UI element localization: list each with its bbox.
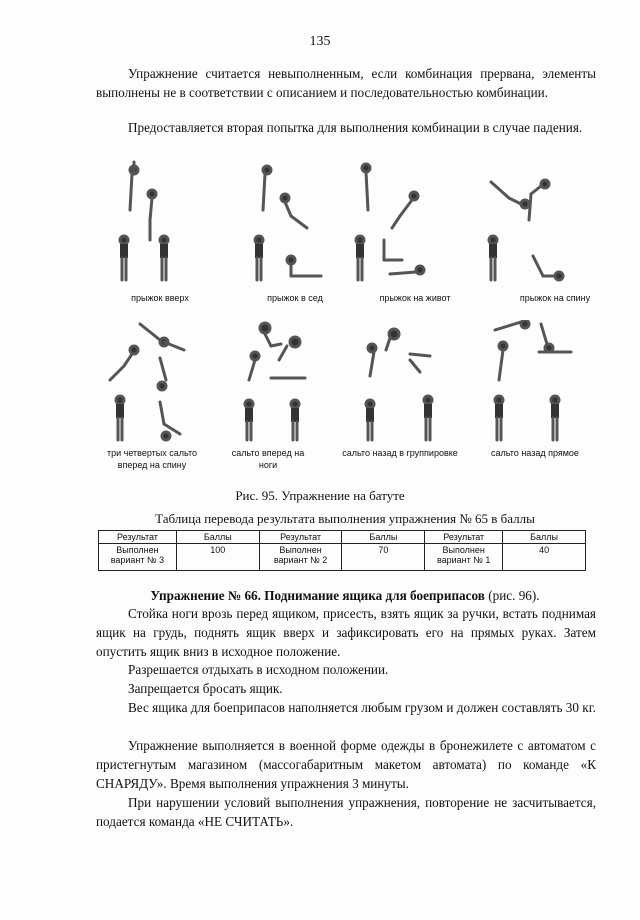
exercise-heading [80, 586, 610, 605]
caption-back-straight-salto: сальто назад прямое [491, 448, 579, 458]
table-header-cell: Баллы [503, 531, 586, 544]
intro-paragraph-1: Упражнение считается невыполненным, если комбинация прервана, элементы выполнены не в соответствии с описанием и последовательностью комбинации. [96, 66, 596, 100]
table-cell: Выполнен вариант № 2 [259, 544, 342, 571]
table-header-cell: Результат [259, 531, 342, 544]
exercise-paragraph-5: Упражнение выполняется в военной форме одежды в бронежилете с автоматом с пристегнутым магазином (массогабаритным макетом автомата) по команде «К СНАРЯДУ». Время выполнения упражнения 3 минуты. [96, 738, 596, 791]
page-number: 135 [309, 34, 331, 49]
table-title: Таблица перевода результата выполнения упражнения № 65 в баллы [155, 511, 535, 526]
table-cell: 40 [503, 544, 586, 571]
front-salto-illustration [235, 320, 355, 450]
caption-three-quarter-salto: три четвертых сальто вперед на спину [106, 448, 198, 470]
score-conversion-table [98, 530, 586, 571]
jump-up-illustration [100, 160, 220, 290]
trampoline-figure [100, 160, 590, 480]
exercise-paragraph-1: Стойка ноги врозь перед ящиком, присесть, взять ящик за ручки, встать поднимая ящик на грудь, поднять ящик вверх и зафиксировать его на прямых руках. Затем опустить ящик вниз в исходное положение. [96, 606, 596, 659]
table-row [99, 544, 586, 571]
three-quarter-salto-illustration [100, 320, 220, 450]
table-cell: Выполнен вариант № 3 [99, 544, 177, 571]
table-header-row [99, 531, 586, 544]
exercise-paragraph-6: При нарушении условий выполнения упражнения, повторение не засчитывается, подается команда «НЕ СЧИТАТЬ». [96, 795, 596, 829]
jump-back-illustration [485, 160, 605, 290]
caption-jump-up: прыжок вверх [131, 293, 189, 303]
table-cell: 70 [342, 544, 425, 571]
caption-jump-belly: прыжок на живот [379, 293, 451, 303]
table-header-cell: Баллы [176, 531, 259, 544]
back-tuck-salto-illustration [350, 320, 470, 450]
figure-title: Рис. 95. Упражнение на батуте [235, 488, 405, 503]
caption-front-salto: сальто вперед на ноги [231, 448, 305, 470]
caption-jump-back: прыжок на спину [519, 293, 591, 303]
exercise-heading-tail: (рис. 96). [484, 588, 540, 603]
back-straight-salto-illustration [485, 320, 605, 450]
caption-back-tuck-salto: сальто назад в группировке [342, 448, 458, 458]
exercise-paragraph-3: Запрещается бросать ящик. [128, 681, 283, 696]
table-cell: 100 [176, 544, 259, 571]
table-cell: Выполнен вариант № 1 [425, 544, 503, 571]
exercise-heading-bold: Упражнение № 66. Поднимание ящика для боеприпасов [150, 588, 485, 603]
intro-paragraph-2: Предоставляется вторая попытка для выполнения комбинации в случае падения. [128, 120, 583, 135]
jump-seat-illustration [235, 160, 355, 290]
exercise-paragraph-2: Разрешается отдыхать в исходном положении. [128, 662, 389, 677]
table-header-cell: Результат [99, 531, 177, 544]
jump-belly-illustration [350, 160, 470, 290]
table-header-cell: Баллы [342, 531, 425, 544]
table-header-cell: Результат [425, 531, 503, 544]
caption-jump-seat: прыжок в сед [267, 293, 323, 303]
exercise-paragraph-4: Вес ящика для боеприпасов наполняется любым грузом и должен составлять 30 кг. [128, 700, 596, 715]
